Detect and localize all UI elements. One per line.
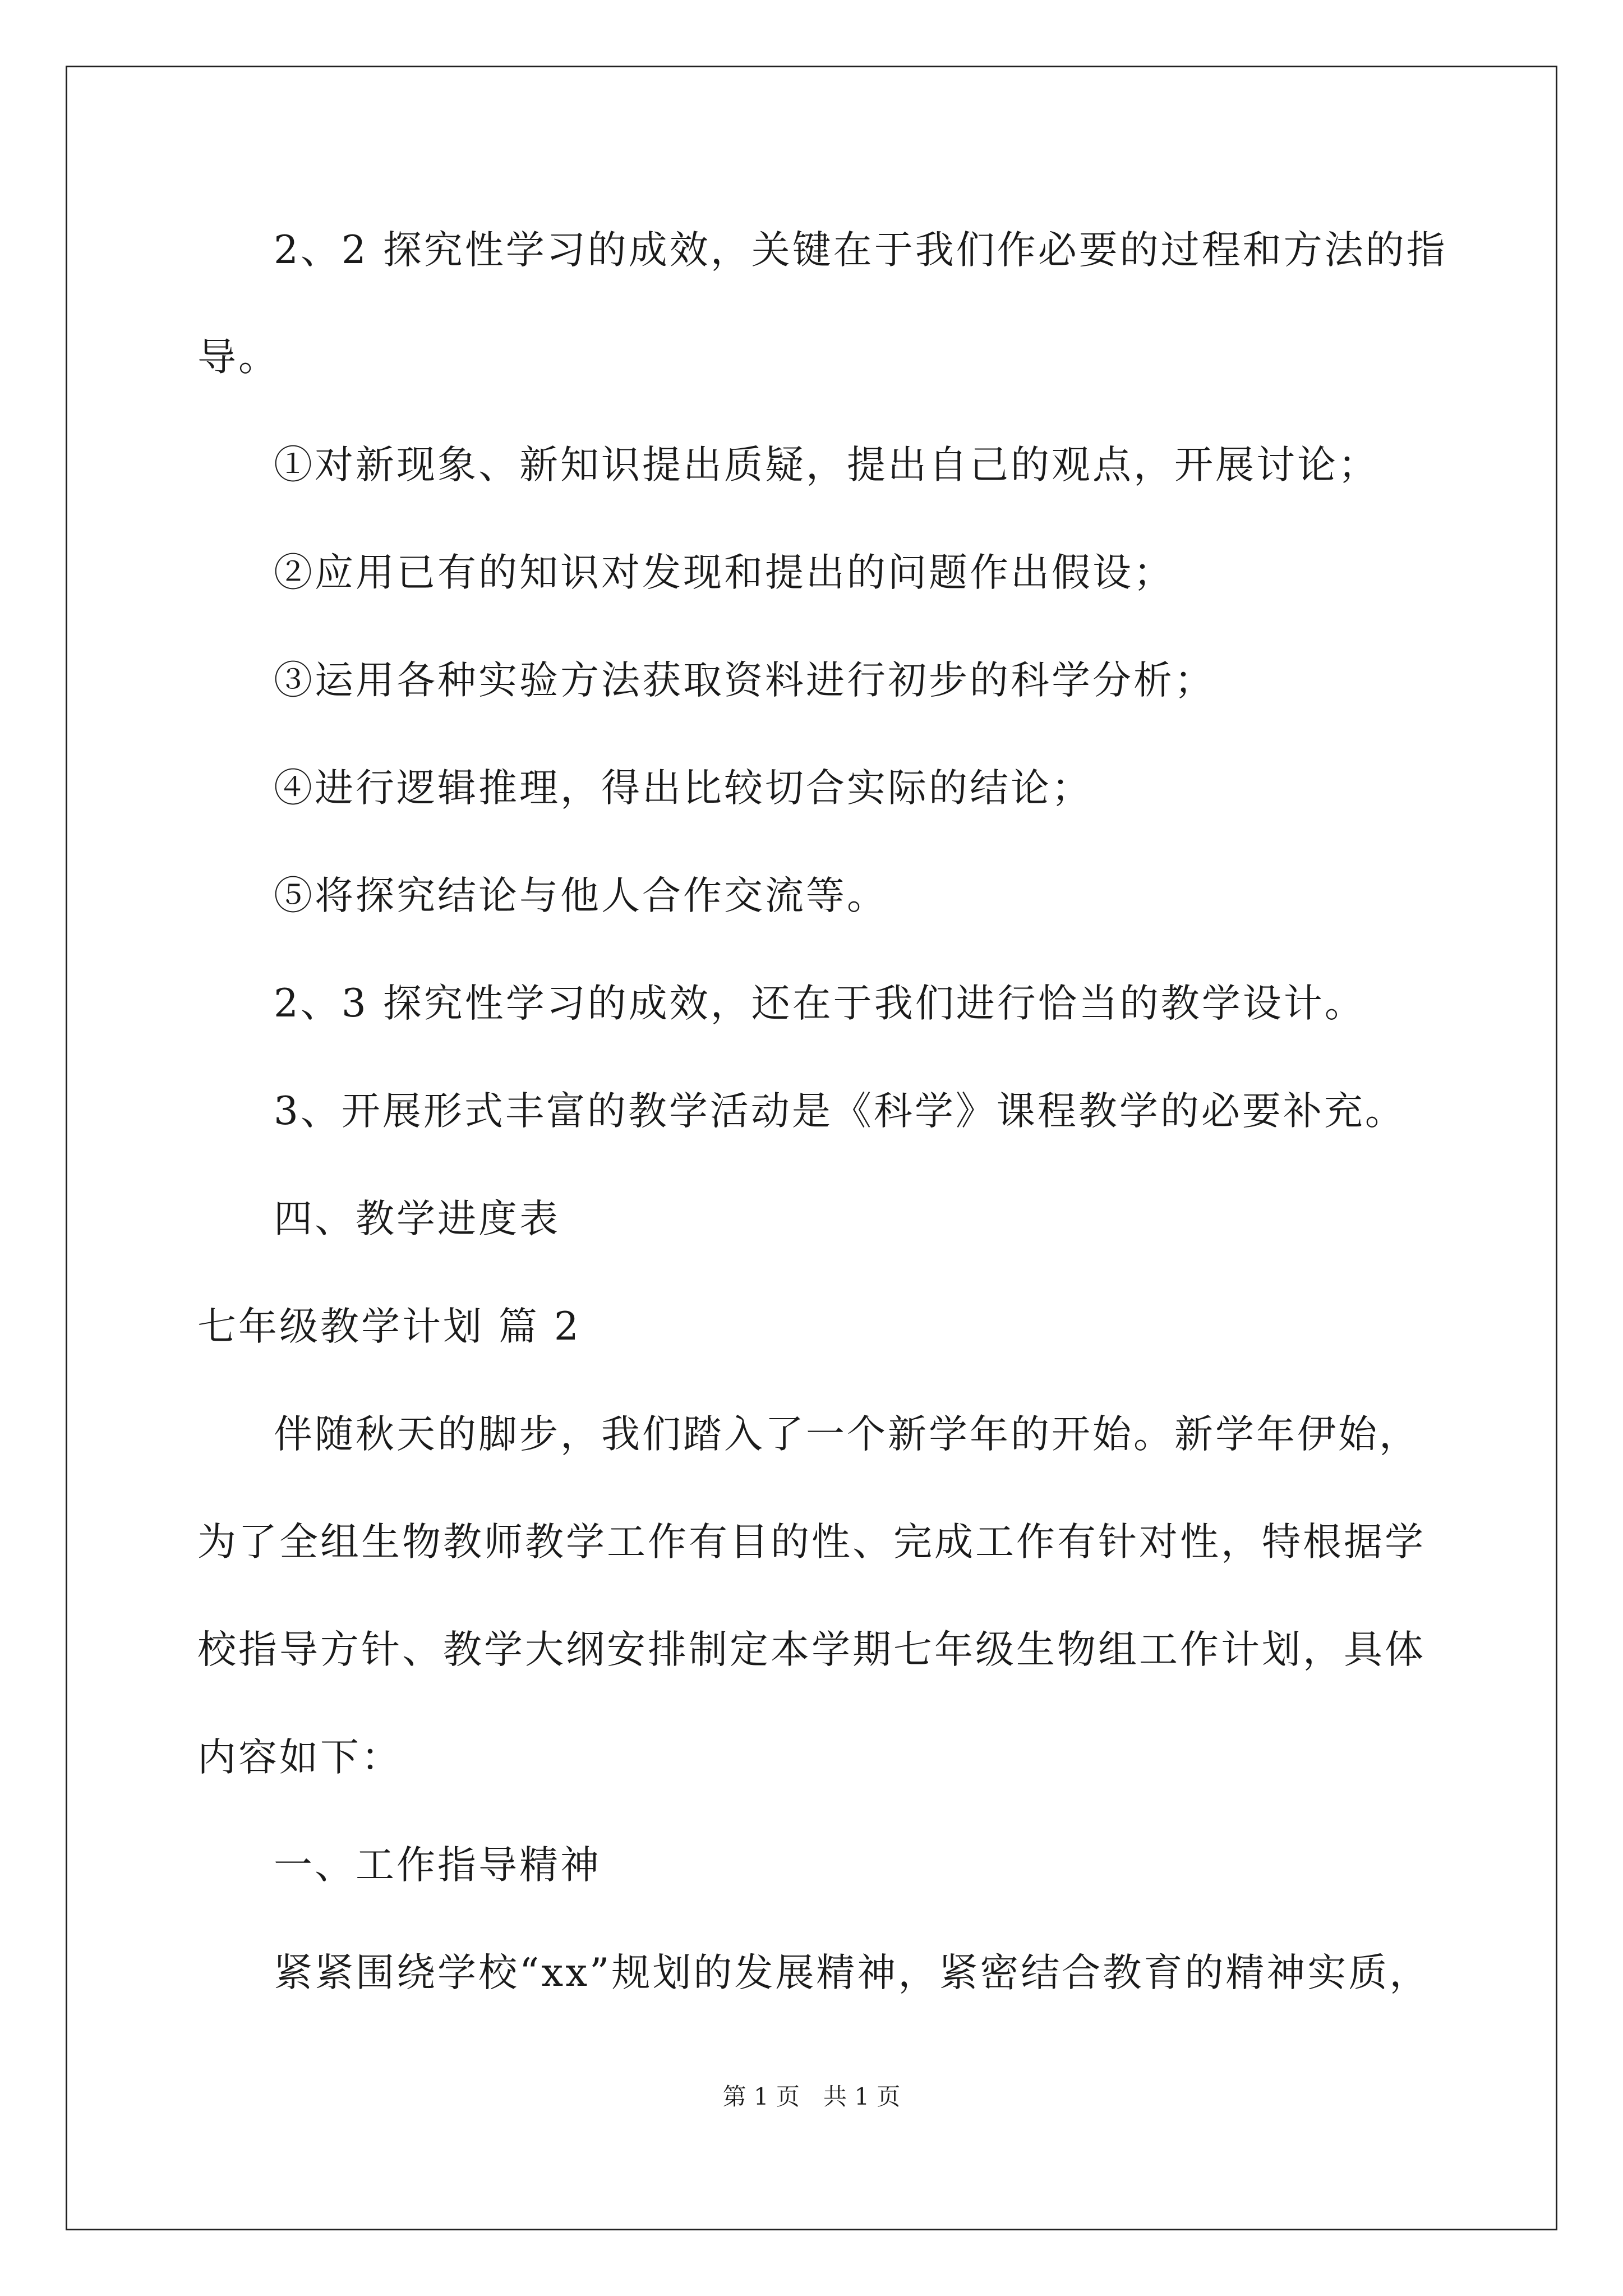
paragraph-line: 伴随秋天的脚步，我们踏入了一个新学年的开始。新学年伊始， xyxy=(274,1412,1420,1457)
paragraph-line: 校指导方针、教学大纲安排制定本学期七年级生物组工作计划，具体 xyxy=(197,1627,1426,1672)
list-item: ③运用各种实验方法获取资料进行初步的科学分析； xyxy=(274,658,1215,703)
list-item: ⑤将探究结论与他人合作交流等。 xyxy=(274,873,888,918)
section-heading: 四、教学进度表 xyxy=(274,1197,560,1241)
list-item: ①对新现象、新知识提出质疑，提出自己的观点，开展讨论； xyxy=(274,443,1379,487)
page-number-footer: 第 1 页 共 1 页 xyxy=(722,2083,901,2110)
paragraph-line: 内容如下： xyxy=(197,1735,402,1780)
paragraph-line: 为了全组生物教师教学工作有目的性、完成工作有针对性，特根据学 xyxy=(197,1520,1426,1565)
section-heading: 一、工作指导精神 xyxy=(274,1843,601,1888)
paragraph-line: 紧紧围绕学校“xx”规划的发展精神，紧密结合教育的精神实质， xyxy=(274,1950,1431,1995)
list-item: ④进行逻辑推理，得出比较切合实际的结论； xyxy=(274,766,1092,811)
paragraph-line: 2、2 探究性学习的成效，关键在于我们作必要的过程和方法的指 xyxy=(274,228,1447,273)
list-item: ②应用已有的知识对发现和提出的问题作出假设； xyxy=(274,550,1174,595)
article-title: 七年级教学计划 篇 2 xyxy=(197,1304,581,1349)
paragraph-line: 导。 xyxy=(197,335,279,380)
paragraph-line: 3、开展形式丰富的教学活动是《科学》课程教学的必要补充。 xyxy=(274,1089,1406,1134)
paragraph-line: 2、3 探究性学习的成效，还在于我们进行恰当的教学设计。 xyxy=(274,981,1366,1026)
